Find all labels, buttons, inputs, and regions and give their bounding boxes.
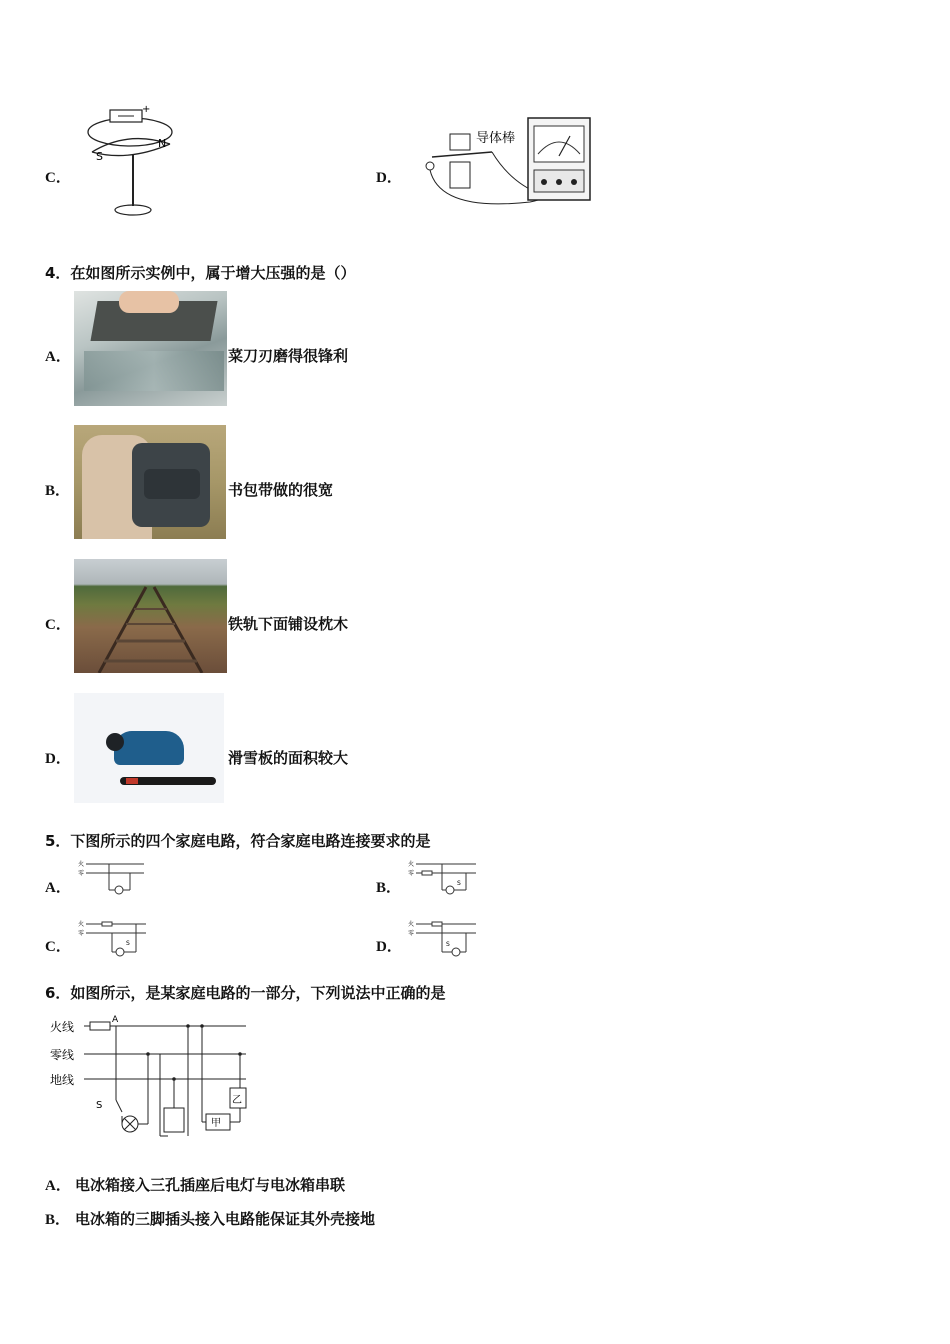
neutral-label: 零 [408, 870, 415, 877]
live-wire-label: 火线 [50, 1020, 75, 1034]
lamp-icon [446, 886, 454, 894]
fuse-icon [102, 922, 112, 926]
q6-option-b-text: 电冰箱的三脚插头接入电路能保证其外壳接地 [75, 1210, 376, 1228]
q5-option-c-letter: C． [45, 939, 71, 955]
appliance-jia-label: 甲 [211, 1118, 221, 1129]
plus-sign: + [142, 104, 151, 115]
q5-option-d-letter: D． [376, 939, 402, 955]
fuse-icon [90, 1022, 110, 1030]
q5-stem: 5．下图所示的四个家庭电路，符合家庭电路连接要求的是 [45, 832, 431, 850]
q4-option-d-text: 滑雪板的面积较大 [228, 749, 349, 767]
conductor-rod-label: 导体棒 [476, 131, 516, 146]
q6-option-b-letter: B． [45, 1212, 71, 1228]
q4-option-b-text: 书包带做的很宽 [228, 481, 334, 499]
neutral-label: 零 [408, 930, 415, 937]
backpack-pocket [144, 469, 200, 499]
north-pole-label: N [158, 137, 167, 150]
q4-option-a-letter: A． [45, 349, 71, 365]
south-pole-label: S [96, 150, 103, 163]
switch-label: S [457, 880, 461, 887]
blade-shape [84, 351, 224, 391]
q6-household-circuit-diagram [48, 1012, 253, 1144]
q4-photo-snowboarder [74, 693, 224, 803]
switch-label: S [446, 941, 450, 948]
q4-photo-railway [74, 559, 227, 673]
helmet-shape [106, 733, 124, 751]
switch-label: S [96, 1100, 103, 1111]
snowboard-accent [126, 778, 138, 784]
lamp-icon [452, 948, 460, 956]
q4-option-c-letter: C． [45, 617, 71, 633]
q5-circuit-d [404, 918, 478, 962]
q5-circuit-b [404, 858, 478, 902]
q6-stem: 6．如图所示，是某家庭电路的一部分，下列说法中正确的是 [45, 984, 446, 1002]
q4-stem: 4．在如图所示实例中，属于增大压强的是（） [45, 264, 356, 282]
live-label: 火 [78, 921, 85, 928]
neutral-wire-label: 零线 [50, 1048, 75, 1062]
railway-tracks [74, 559, 227, 673]
q6-option-a-letter: A． [45, 1178, 71, 1194]
q5-option-a-letter: A． [45, 880, 71, 896]
live-label: 火 [408, 921, 415, 928]
q6-option-a-text: 电冰箱接入三孔插座后电灯与电冰箱串联 [75, 1176, 346, 1194]
three-hole-socket-icon [164, 1108, 184, 1132]
q4-option-b-letter: B． [45, 483, 71, 499]
neutral-label: 零 [78, 930, 85, 937]
point-a-label: A [112, 1015, 119, 1025]
q3-figure-c-electromagnet [78, 100, 188, 222]
q4-photo-knife-sharpening [74, 291, 227, 406]
q4-option-d-letter: D． [45, 751, 71, 767]
switch-label: S [126, 940, 130, 947]
lamp-icon [116, 948, 124, 956]
fuse-icon [432, 922, 442, 926]
q3-option-c-letter: C． [45, 170, 71, 186]
hand-shape [119, 291, 179, 313]
live-label: 火 [408, 861, 415, 868]
q4-option-c-text: 铁轨下面铺设枕木 [228, 615, 349, 633]
q5-option-b-letter: B． [376, 880, 402, 896]
live-label: 火 [78, 861, 85, 868]
q3-option-d-letter: D． [376, 170, 402, 186]
q3-figure-d-galvanometer [410, 112, 595, 224]
q4-photo-backpack [74, 425, 226, 539]
fuse-icon [422, 871, 432, 875]
neutral-label: 零 [78, 870, 85, 877]
appliance-yi-label: 乙 [232, 1095, 242, 1106]
ground-wire-label: 地线 [50, 1073, 75, 1087]
jacket-shape [114, 731, 184, 765]
q5-circuit-a [74, 858, 146, 902]
q4-option-a-text: 菜刀刃磨得很锋利 [228, 347, 349, 365]
lamp-icon [115, 886, 123, 894]
q5-circuit-c [74, 918, 148, 962]
